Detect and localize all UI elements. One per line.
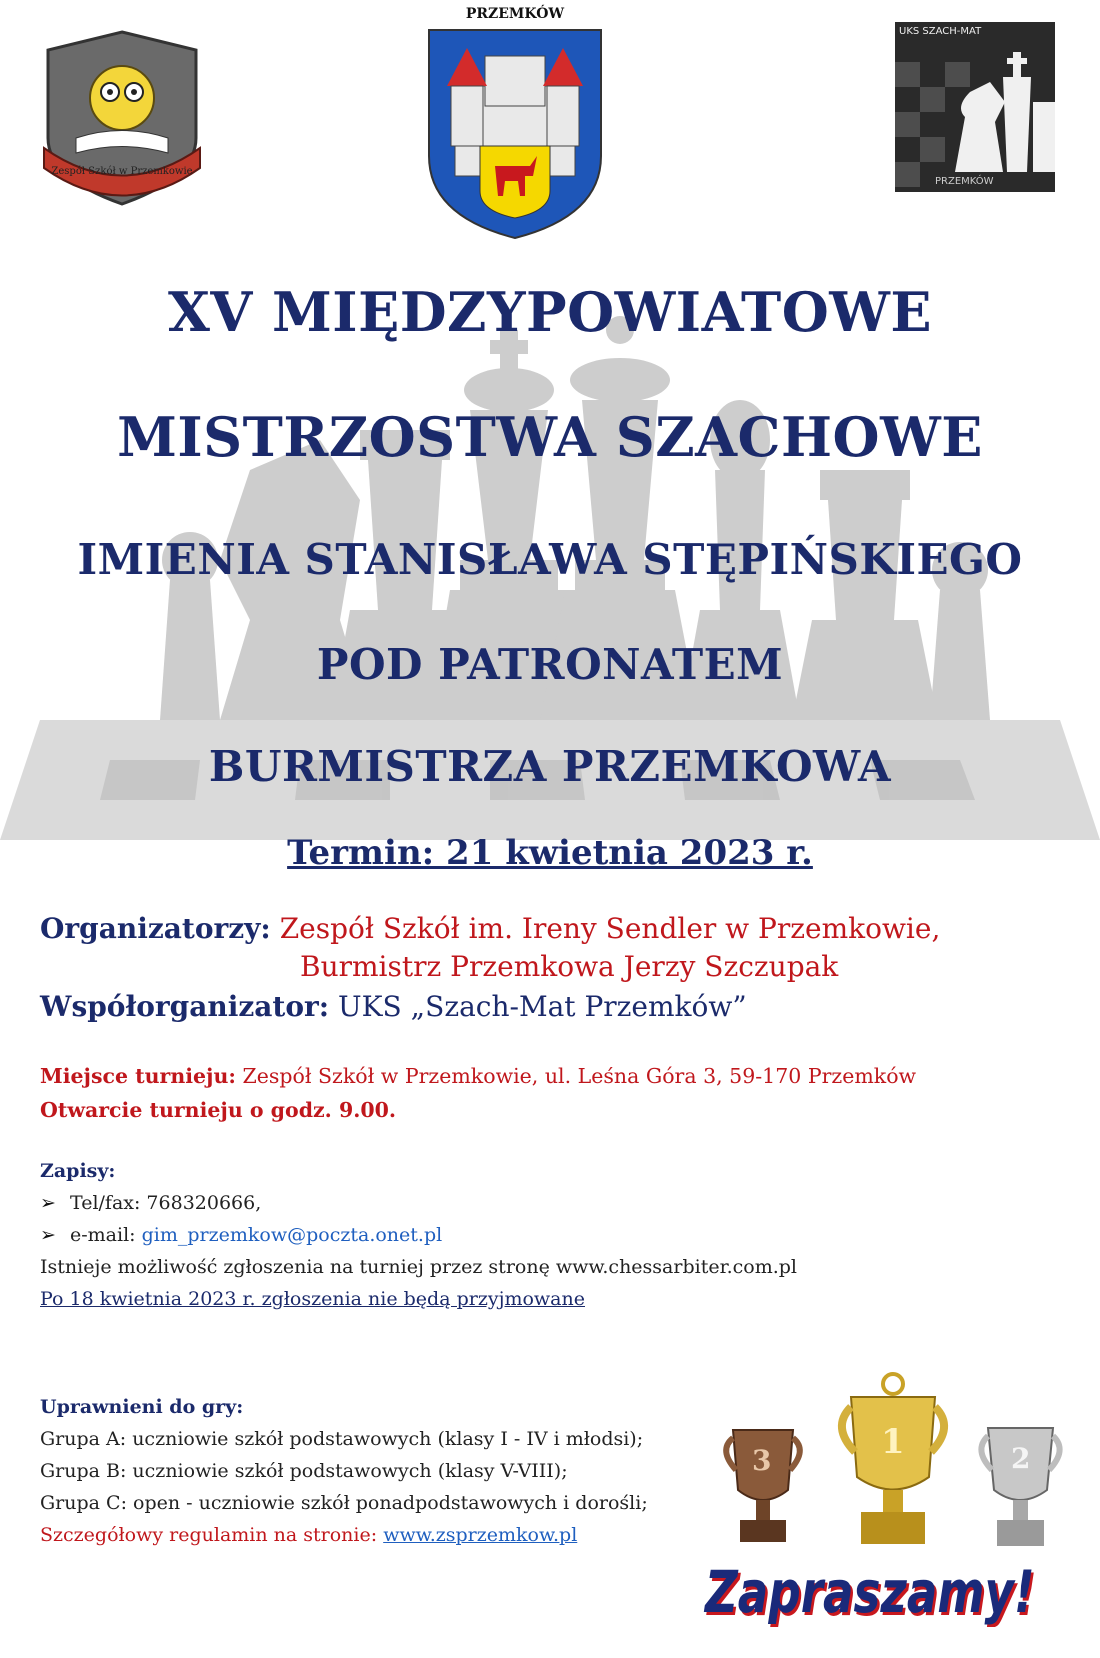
rules-label: Szczegółowy regulamin na stronie: [40,1524,378,1546]
coat-of-arms [425,4,605,244]
organizers-label: Organizatorzy: [40,912,271,945]
opening-time: Otwarcie turnieju o godz. 9.00. [40,1098,397,1122]
registration-deadline: Po 18 kwietnia 2023 r. zgłoszenia nie będą przyjmowane [40,1288,585,1310]
registration-label: Zapisy: [40,1160,116,1182]
organizers-line-2: Burmistrz Przemkowa Jerzy Szczupak [300,950,839,983]
trophy-gold-number: 1 [881,1422,905,1462]
group-a: Grupa A: uczniowie szkół podstawowych (klasy I - IV i młodsi); [40,1428,644,1450]
trophy-gold [833,1372,953,1552]
venue-value: Zespół Szkół w Przemkowie, ul. Leśna Góra 3, 59-170 Przemków [242,1064,917,1088]
uks-logo-bottom-text: PRZEMKÓW [935,176,994,187]
co-organizer-label: Współorganizator: [40,990,330,1023]
trophy-silver [973,1418,1068,1553]
arrow-bullet-icon: ➢ [40,1224,56,1246]
eligibility-label: Uprawnieni do gry: [40,1396,244,1418]
school-logo-text: Zespół Szkół w Przemkowie [51,166,193,177]
co-organizer-row [40,990,747,1023]
event-date: Termin: 21 kwietnia 2023 r. [287,833,813,873]
registration-email-link[interactable]: gim_przemkow@poczta.onet.pl [141,1224,443,1246]
rules-link[interactable]: www.zsprzemkow.pl [383,1524,578,1546]
group-c: Grupa C: open - uczniowie szkół ponadpodstawowych i dorośli; [40,1492,648,1514]
invitation-banner: Zapraszamy! [705,1558,1035,1626]
trophy-bronze [718,1420,808,1550]
organizers-row [40,912,940,945]
uks-logo-top-text: UKS SZACH-MAT [899,26,982,37]
title-line-1: XV MIĘDZYPOWIATOWE [167,280,933,344]
title-line-4: POD PATRONATEM [316,640,784,689]
school-logo [36,28,208,208]
rules-row [40,1524,577,1546]
title-line-2: MISTRZOSTWA SZACHOWE [117,405,983,469]
organizers-line-1: Zespół Szkół im. Ireny Sendler w Przemkowie, [279,912,941,945]
registration-online: Istnieje możliwość zgłoszenia na turniej przez stronę www.chessarbiter.com.pl [40,1256,797,1278]
registration-phone: Tel/fax: 768320666, [70,1192,262,1214]
venue-row [40,1064,916,1088]
title-line-5: BURMISTRZA PRZEMKOWA [208,742,892,791]
arrow-bullet-icon: ➢ [40,1192,56,1214]
registration-phone-row [40,1192,261,1214]
trophy-silver-number: 2 [1011,1442,1031,1475]
title-line-3: IMIENIA STANISŁAWA STĘPIŃSKIEGO [77,535,1023,584]
registration-email-row [40,1224,442,1246]
registration-email-label: e-mail: [70,1224,136,1246]
venue-label: Miejsce turnieju: [40,1064,236,1088]
uks-logo [895,22,1055,192]
coat-of-arms-title: PRZEMKÓW [465,6,565,22]
group-b: Grupa B: uczniowie szkół podstawowych (klasy V-VIII); [40,1460,568,1482]
trophy-bronze-number: 3 [752,1444,772,1477]
co-organizer-value: UKS „Szach-Mat Przemków” [338,990,747,1023]
